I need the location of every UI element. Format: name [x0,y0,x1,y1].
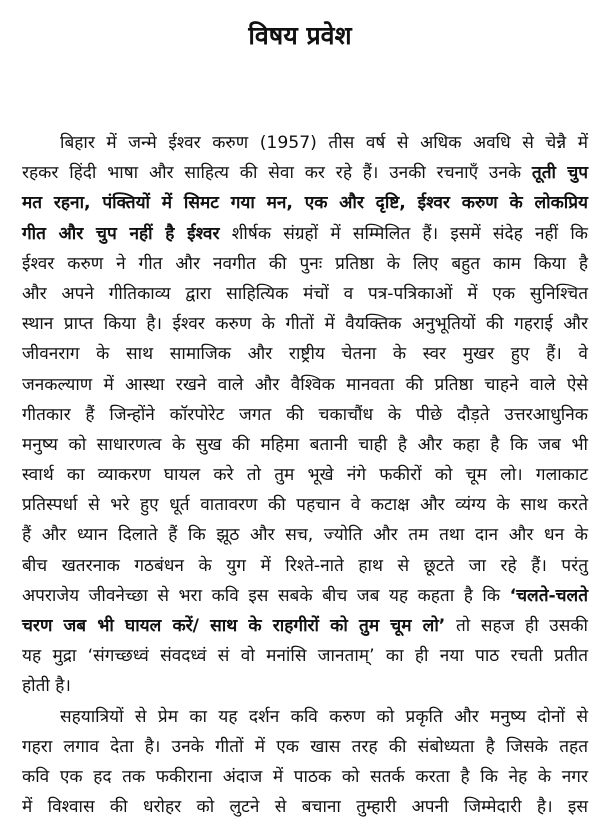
bold-text-segment: ‘चलते-चलते [509,585,588,606]
text-line [22,641,588,671]
text-segment: ईश्वर करुण ने गीत और नवगीत की पुनः प्रतिष्ठा के लिए बहुत काम किया है [22,253,588,274]
text-line [22,158,588,188]
text-line [22,581,588,611]
text-segment: तो सहज ही उसकी [445,616,588,636]
bold-text-segment: चरण जब भी घायल करें/ साथ के राहगीरों को तुम चूम लो’ [22,616,446,636]
bold-text-segment: तूती चुप [531,163,588,184]
text-line [22,551,588,581]
text-line [22,309,588,339]
text-segment: में विश्वास की धरोहर को लुटने से बचाना तुम्हारी अपनी जिम्मेदारी है। इस [22,797,588,818]
text-segment: हैं और ध्यान दिलाते हैं कि झूठ और सच, ज्योति और तम तथा दान और धन के [22,525,588,546]
text-line [22,339,588,369]
text-segment: प्रतिस्पर्धा से भरे हुए धूर्त वातावरण की पहचान वे कटाक्ष और व्यंग्य के साथ करते [22,495,588,516]
text-line [22,520,588,550]
text-line [22,400,588,430]
text-segment: बिहार में जन्मे ईश्वर करुण (1957) तीस वर्ष से अधिक अवधि से चेन्नै में [60,133,588,153]
text-line [22,460,588,490]
text-segment: कवि एक हद तक फकीराना अंदाज में पाठक को सतर्क करता है कि नेह के नगर [22,766,588,787]
text-line [22,430,588,460]
text-segment: मनुष्य को साधारणत्व के सुख की महिमा बतानी चाही है और कहा है कि जब भी [22,434,588,455]
text-line [22,128,588,158]
text-line [22,732,588,762]
bold-text-segment: मत रहना, पंक्तियों में सिमट गया मन, एक और दृष्टि, ईश्वर करुण के लोकप्रिय [22,193,588,214]
text-segment: अपराजेय जीवनेच्छा से भरा कवि इस सबके बीच जब यह कहता है कि [22,585,510,606]
text-line [22,370,588,400]
bold-text-segment: गीत और चुप नहीं है ईश्वर [22,223,220,244]
text-segment: शीर्षक संग्रहों में सम्मिलित हैं। इसमें संदेह नहीं कि [219,223,588,244]
text-line [22,249,588,279]
body-text [22,128,588,822]
text-segment: जीवनराग के साथ सामाजिक और राष्ट्रीय चेतना के स्वर मुखर हुए हैं। वे [22,344,588,365]
text-segment: गहरा लगाव देता है। उनके गीतों में एक खास तरह की संबोध्यता है जिसके तहत [22,736,588,757]
text-segment: जनकल्याण में आस्था रखने वाले और वैश्विक मानवता की प्रतिष्ठा चाहने वाले ऐसे [22,374,588,395]
text-segment: रहकर हिंदी भाषा और साहित्य की सेवा कर रहे हैं। उनकी रचनाएँ उनके [22,163,532,184]
text-segment: होती है। [22,676,71,697]
text-line [22,792,588,822]
text-segment: सहयात्रियों से प्रेम का यह दर्शन कवि करुण को प्रकृति और मनुष्य दोनों से [60,706,588,727]
text-segment: स्वार्थ का व्याकरण घायल करे तो तुम भूखे नंगे फकीरों को चूम लो। गलाकाट [22,465,588,486]
text-segment: स्थान प्राप्त किया है। ईश्वर करुण के गीतों में वैयक्तिक अनुभूतियों की गहराई और [22,314,588,335]
text-line [22,702,588,732]
text-line [22,490,588,520]
text-line [22,279,588,309]
text-line [22,611,588,641]
text-segment: यह मुद्रा ‘संगच्छध्वं संवदध्वं सं वो मनांसि जानताम्’ का ही नया पाठ रचती प्रतीत [22,646,588,667]
text-segment: बीच खतरनाक गठबंधन के युग में रिश्ते-नाते हाथ से छूटते जा रहे हैं। परंतु [22,555,588,576]
text-segment: गीतकार हैं जिन्होंने कॉरपोरेट जगत की चकाचौंध के पीछे दौड़ते उत्तरआधुनिक [22,404,588,425]
text-line [22,671,588,701]
text-line [22,762,588,792]
text-line [22,219,588,249]
text-line [22,188,588,218]
text-segment: और अपने गीतिकाव्य द्वारा साहित्यिक मंचों व पत्र-पत्रिकाओं में एक सुनिश्चित [22,283,588,304]
page-title: विषय प्रवेश [248,21,352,50]
